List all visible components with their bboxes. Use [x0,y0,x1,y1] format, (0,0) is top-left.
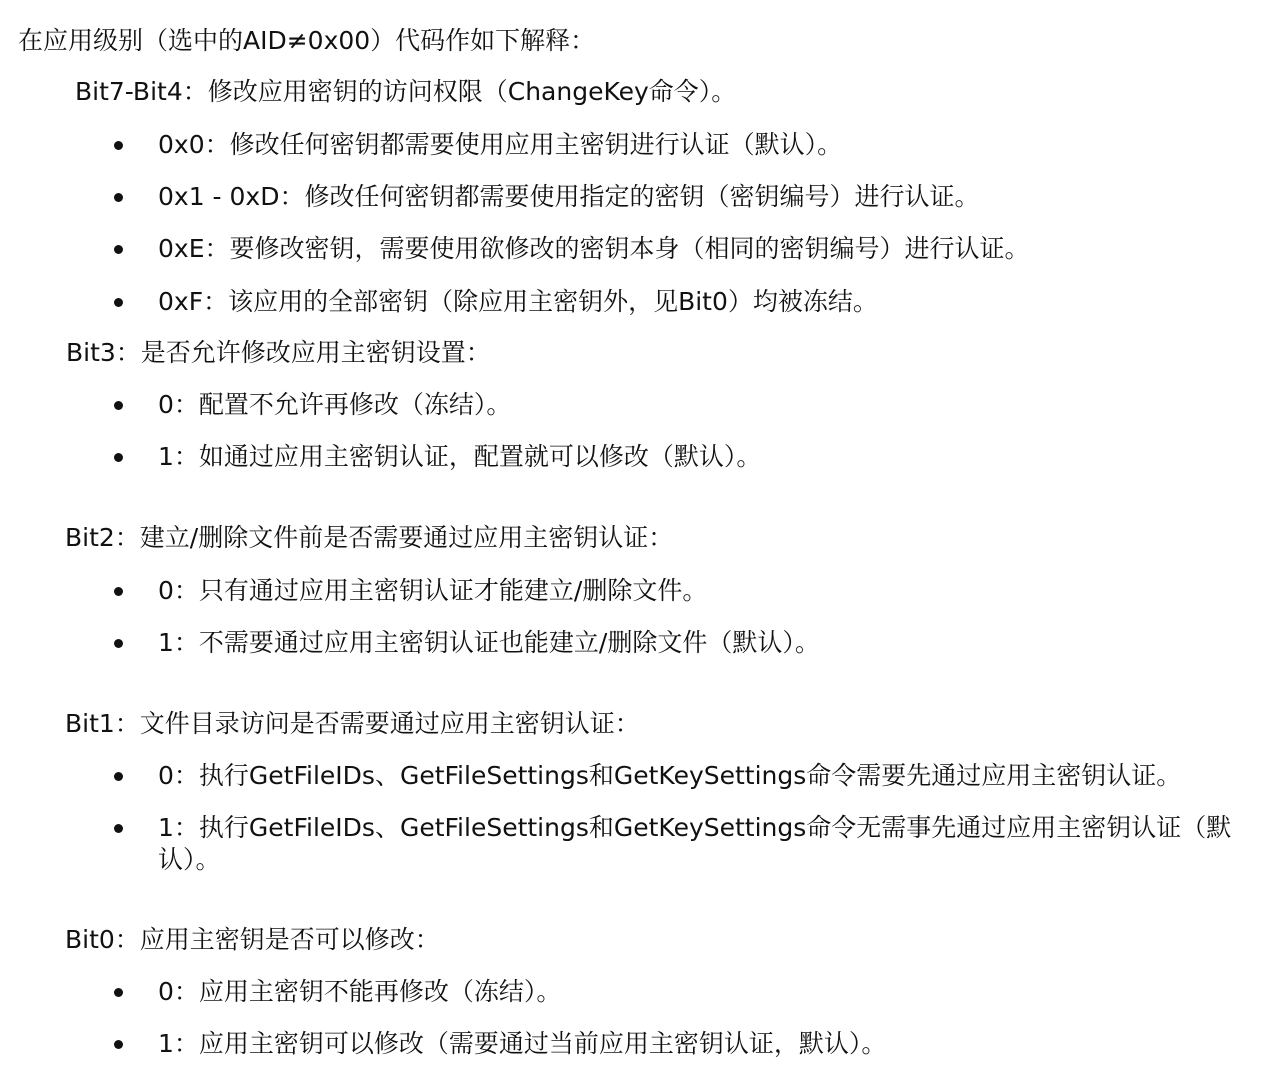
bullet-icon [114,587,123,596]
bullet-icon [114,453,123,462]
bullet-icon [114,639,123,648]
bullet-icon [114,401,123,410]
bullet-icon [114,298,123,307]
list-item: 0xF：该应用的全部密钥（除应用主密钥外，见Bit0）均被冻结。 [158,287,878,316]
list-item: 1：应用主密钥可以修改（需要通过当前应用主密钥认证，默认）。 [158,1029,887,1058]
list-item: 0xE：要修改密钥，需要使用欲修改的密钥本身（相同的密钥编号）进行认证。 [158,234,1030,263]
list-item: 0：只有通过应用主密钥认证才能建立/删除文件。 [158,576,708,605]
bullet-icon [114,988,123,997]
list-item: 0：执行GetFileIDs、GetFileSettings和GetKeySettings命令需要先通过应用主密钥认证。 [158,761,1182,790]
list-item: 1：执行GetFileIDs、GetFileSettings和GetKeySettings命令无需事先通过应用主密钥认证（默认）。 [158,813,1232,874]
section-heading-bit1: Bit1：文件目录访问是否需要通过应用主密钥认证： [65,709,640,738]
bullet-icon [114,193,123,202]
bullet-icon [114,772,123,781]
bullet-icon [114,824,123,833]
section-heading-bit3: Bit3：是否允许修改应用主密钥设置： [66,338,491,367]
list-item: 1：不需要通过应用主密钥认证也能建立/删除文件（默认）。 [158,628,820,657]
section-heading-bit7-bit4: Bit7-Bit4：修改应用密钥的访问权限（ChangeKey命令）。 [75,77,737,106]
bullet-icon [114,245,123,254]
list-item: 0：应用主密钥不能再修改（冻结）。 [158,977,562,1006]
intro-text: 在应用级别（选中的AID≠0x00）代码作如下解释： [18,26,596,55]
bullet-icon [114,1040,123,1049]
list-item: 0x1 - 0xD：修改任何密钥都需要使用指定的密钥（密钥编号）进行认证。 [158,182,980,211]
list-item: 1：如通过应用主密钥认证，配置就可以修改（默认）。 [158,442,762,471]
list-item: 0：配置不允许再修改（冻结）。 [158,390,512,419]
section-heading-bit2: Bit2：建立/删除文件前是否需要通过应用主密钥认证： [65,523,674,552]
list-item: 0x0：修改任何密钥都需要使用应用主密钥进行认证（默认）。 [158,130,843,159]
section-heading-bit0: Bit0：应用主密钥是否可以修改： [65,925,440,954]
bullet-icon [114,141,123,150]
